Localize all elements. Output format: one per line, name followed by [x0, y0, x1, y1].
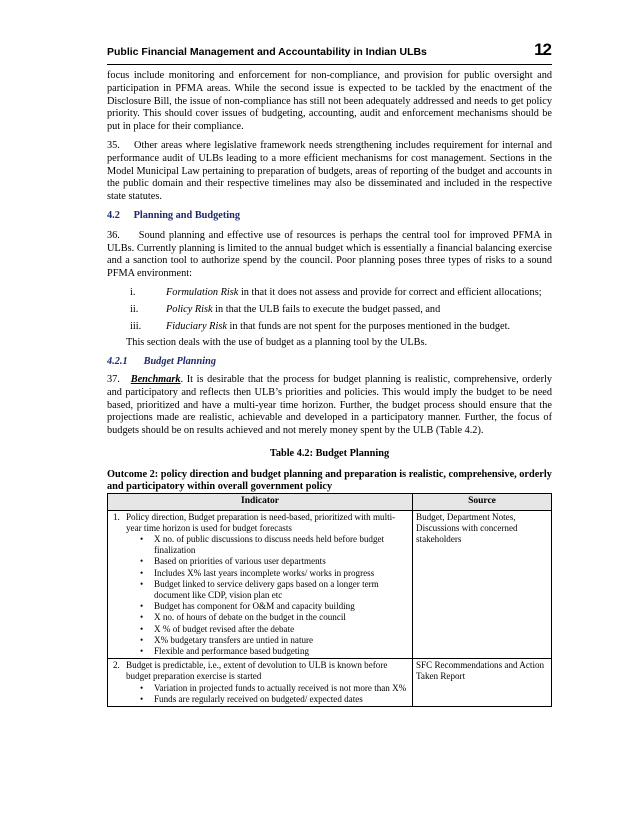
section-heading-4-2-1 — [107, 356, 552, 369]
intro-paragraph: focus include monitoring and enforcement for non-compliance, and provision for public oversight and participation in PFMA areas. While the second issue is expected to be tackled by the enactment of the Disclosure Bill, the issue of non-compliance has still not been adequately addressed and needs to get policy priority. This should cover issues of budgeting, accounting, audit and enforcement mechanisms should be put in place for their compliance. — [107, 70, 552, 133]
bullet-item: • Funds are regularly received on budgeted/ expected dates — [140, 694, 409, 705]
bullet-item: • X no. of public discussions to discuss needs held before budget finalization — [140, 534, 409, 556]
row-number: 2. — [113, 660, 120, 671]
paragraph-number: 37. — [107, 373, 131, 385]
paragraph-37 — [107, 374, 552, 438]
budget-planning-table — [107, 493, 552, 707]
risk-number: ii. — [130, 303, 139, 315]
header-title: Public Financial Management and Accountability in Indian ULBs — [107, 46, 427, 58]
section-heading-4-2 — [107, 210, 552, 223]
subsection-title: Budget Planning — [143, 356, 216, 368]
bullet-item: • Budget has component for O&M and capacity building — [140, 601, 409, 612]
indicator-text: Budget is predictable, i.e., extent of devolution to ULB is known before budget preparation exercise is started — [126, 660, 388, 682]
bullet-item: • Budget linked to service delivery gaps based on a longer term document like CDP, vision plan etc — [140, 579, 409, 601]
indicator-header: Indicator — [108, 494, 413, 510]
risk-name: Fiduciary Risk — [166, 320, 227, 332]
bullet-item: • Flexible and performance based budgeting — [140, 646, 409, 657]
bullet-item: • X % of budget revised after the debate — [140, 624, 409, 635]
risk-text: in that it does not assess and provide for correct and efficient allocations; — [238, 286, 542, 298]
risk-number: i. — [130, 286, 136, 298]
page-header — [107, 38, 552, 65]
table-title: Table 4.2: Budget Planning — [269, 447, 390, 459]
section-note: This section deals with the use of budget as a planning tool by the ULBs. — [126, 337, 428, 349]
bullet-item: • Based on priorities of various user departments — [140, 556, 409, 567]
risk-item — [107, 321, 552, 334]
risk-item — [107, 287, 552, 300]
risk-item — [107, 304, 552, 317]
bullet-item: • X no. of hours of debate on the budget in the council — [140, 612, 409, 623]
indicator-cell — [108, 659, 413, 707]
section-title: Planning and Budgeting — [133, 209, 241, 221]
paragraph-36: 36. Sound planning and effective use of resources is perhaps the central tool for improved PFMA in ULBs. Currently planning is limited to the annual budget which is essentially a financial balancing exercise and a sanction tool to authorize spend by the council. Poor planning poses three types of risks to a sound PFMA environment: — [107, 229, 552, 280]
source-cell: SFC Recommendations and Action Taken Report — [413, 659, 552, 707]
indicator-cell — [108, 510, 413, 659]
benchmark-label: Benchmark — [130, 373, 181, 385]
bullet-item: • X% budgetary transfers are untied in nature — [140, 635, 409, 646]
table-header-row — [108, 494, 552, 510]
paragraph-37-text: . It is desirable that the process for budget planning is realistic, comprehensive, orderly and participatory and reflects then ULB’s priorities and policies. This would imply the budget to be need based, prioritized and have a multi-year time horizon. Further, the budget process should ensure that the projections made are realistic, achievable and developed in a participatory manner. Further, the focus of budgets should be on results achieved and not merely money spent by the ULB (Table 4.2). — [107, 373, 553, 437]
table-row — [108, 510, 552, 659]
source-header: Source — [413, 494, 552, 510]
source-cell: Budget, Department Notes, Discussions with concerned stakeholders — [413, 510, 552, 659]
table-outcome: Outcome 2: policy direction and budget planning and preparation is realistic, comprehensive, orderly and participatory within overall government policy — [107, 468, 552, 493]
table-row — [108, 659, 552, 707]
paragraph-35: 35. Other areas where legislative framework needs strengthening includes requirement for internal and performance audit of ULBs leading to a more efficient mechanisms for cost management. Sections in the Model Municipal Law pertaining to preparation of budgets, areas of reporting of the budget and accounts in the public domain and their respective timelines may also be disseminated and included in the respective state statutes. — [107, 139, 552, 203]
risk-name: Policy Risk — [166, 303, 213, 315]
risk-number: iii. — [130, 320, 142, 332]
risk-name: Formulation Risk — [166, 286, 239, 298]
indicator-bullets — [111, 683, 409, 705]
page-content — [107, 70, 552, 707]
page-number: 12 — [534, 40, 551, 59]
indicator-bullets — [111, 534, 409, 657]
bullet-item: • Includes X% last years incomplete works/ works in progress — [140, 568, 409, 579]
subsection-number: 4.2.1 — [107, 356, 128, 368]
indicator-text: Policy direction, Budget preparation is need-based, prioritized with multi-year time horizon is used for budget forecasts — [126, 511, 396, 533]
bullet-item: • Variation in projected funds to actually received is not more than X% — [140, 683, 409, 694]
row-number: 1. — [113, 511, 120, 522]
section-number: 4.2 — [107, 209, 120, 221]
risk-text: in that funds are not spent for the purposes mentioned in the budget. — [226, 320, 511, 332]
risk-text: in that the ULB fails to execute the budget passed, and — [212, 303, 441, 315]
